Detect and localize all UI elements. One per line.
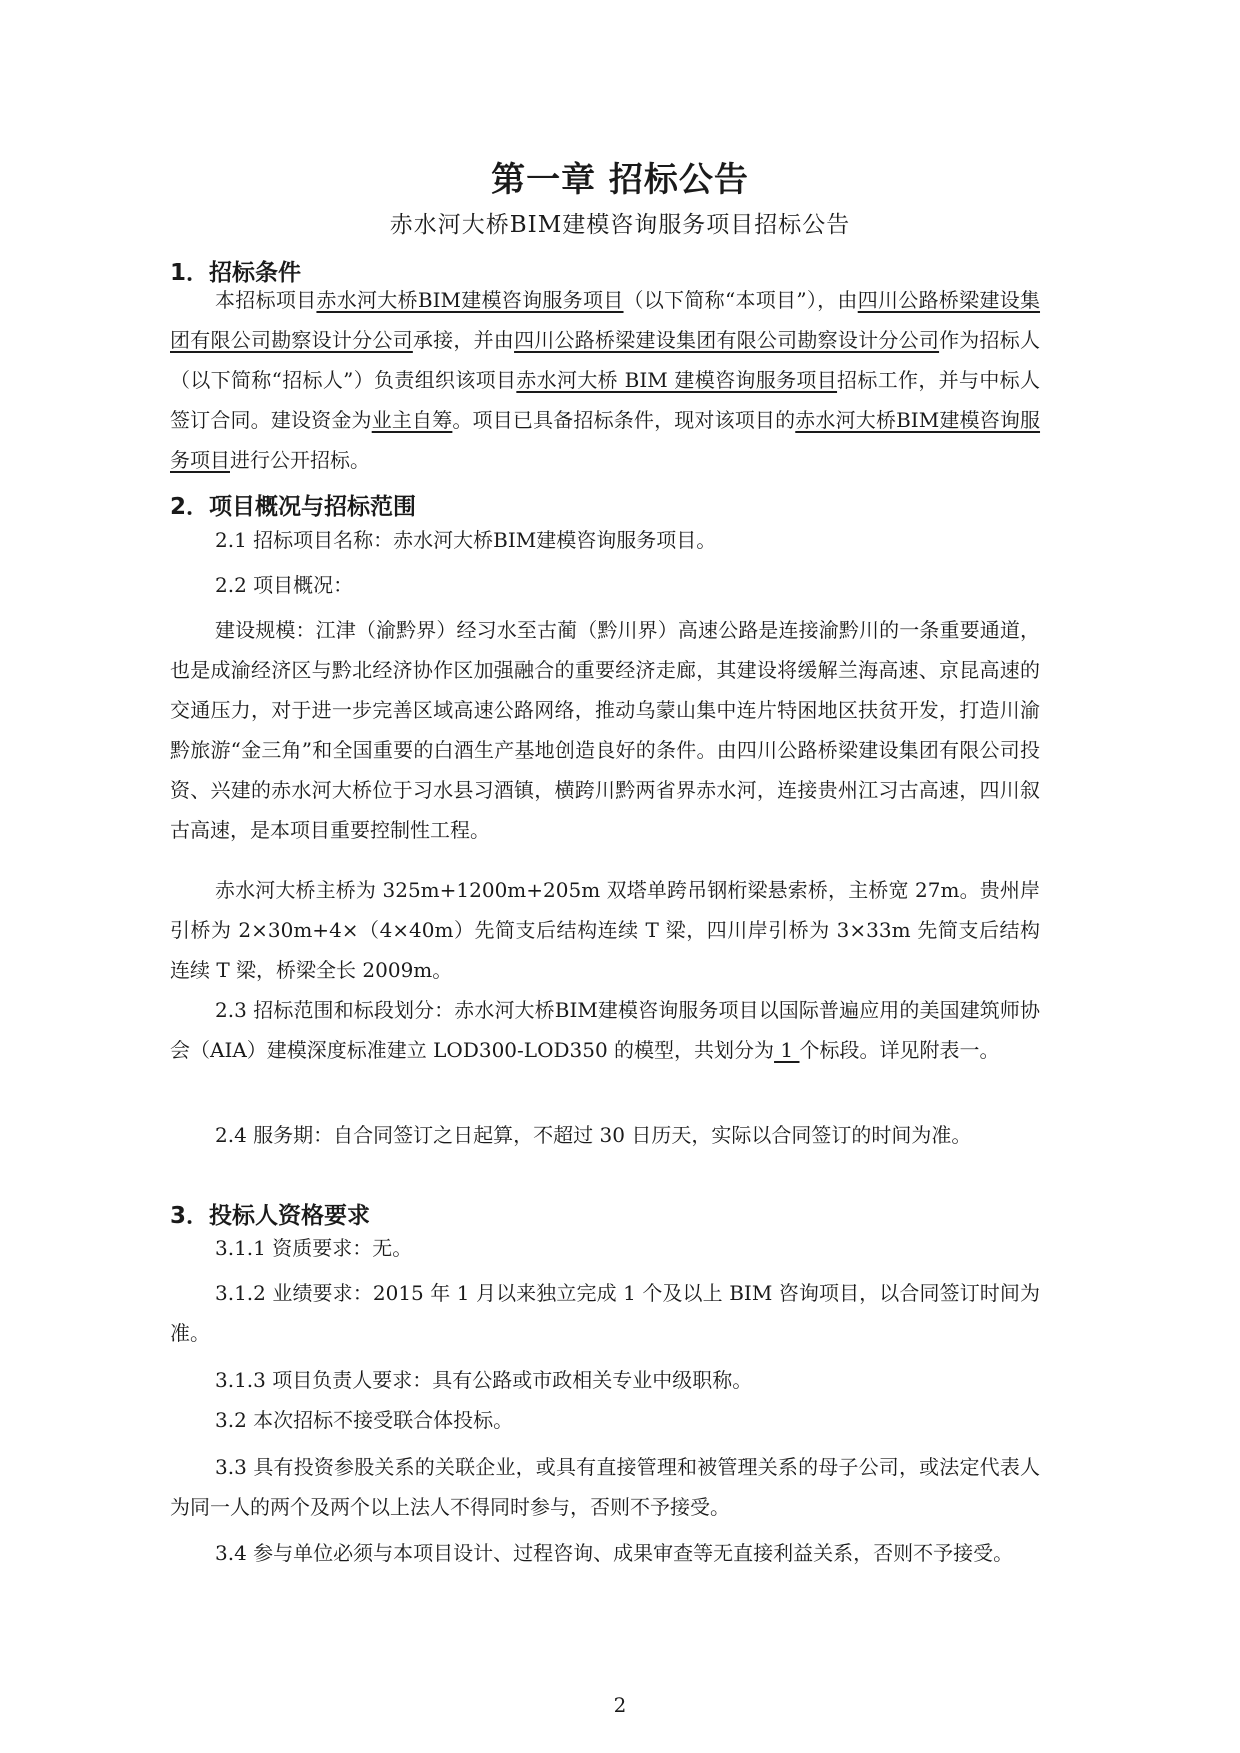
item-2-3: [170, 990, 1040, 1070]
bridge-description-paragraph: 赤水河大桥主桥为 325m+1200m+205m 双塔单跨吊钢桁梁悬索桥，主桥宽 27m。贵州岸引桥为 2×30m+4×（4×40m）先简支后结构连续 T 梁，四川岸引桥为 3×33m 先简支后结构连续 T 梁，桥梁全长 2009m。: [170, 878, 1040, 982]
item-2-2: 2.2 项目概况：: [215, 573, 354, 597]
lot-count-underlined: 1: [774, 1038, 800, 1062]
contractor-underlined: 四川公路桥梁建设集团有限公司勘察设计分公司: [170, 288, 1041, 352]
text-run: 。项目已具备招标条件，现对该项目的: [452, 408, 796, 432]
item-3-1-1: 3.1.1 资质要求：无。: [215, 1236, 413, 1260]
page-number: 2: [613, 1693, 627, 1717]
text-run: 本招标项目: [215, 288, 317, 312]
text-run: 招标工作，并与中标人签订合同。建设资金为: [170, 368, 1040, 432]
text-run: （以下简称“本项目”），由: [623, 288, 858, 312]
project-name-underlined: 赤水河大桥BIM建模咨询服务项目: [170, 408, 1041, 472]
item-2-1: 2.1 招标项目名称：赤水河大桥BIM建模咨询服务项目。: [215, 528, 717, 552]
section-3-heading: 3．投标人资格要求: [170, 1203, 371, 1229]
text-run: 作为招标人（以下简称“招标人”）负责组织该项目: [170, 328, 1041, 392]
item-3-1-3: 3.1.3 项目负责人要求：具有公路或市政相关专业中级职称。: [215, 1368, 753, 1392]
item-3-2: 3.2 本次招标不接受联合体投标。: [215, 1408, 514, 1432]
section-1-paragraph: [170, 280, 1040, 480]
item-2-4: 2.4 服务期：自合同签订之日起算，不超过 30 日历天，实际以合同签订的时间为准。: [215, 1123, 972, 1147]
announcement-subtitle: 赤水河大桥BIM建模咨询服务项目招标公告: [389, 212, 851, 238]
text-run: 2.3 招标范围和标段划分：赤水河大桥BIM建模咨询服务项目以国际普遍应用的美国建筑师协会（AIA）建模深度标准建立 LOD300-LOD350 的模型，共划分为: [170, 998, 1040, 1062]
tenderer-underlined: 四川公路桥梁建设集团有限公司勘察设计分公司: [514, 328, 940, 352]
chapter-title: 第一章 招标公告: [491, 160, 749, 200]
project-name-underlined: 赤水河大桥 BIM 建模咨询服务项目: [516, 368, 838, 392]
text-run: 进行公开招标。: [230, 448, 370, 472]
item-3-3: 3.3 具有投资参股关系的关联企业，或具有直接管理和被管理关系的母子公司，或法定代表人为同一人的两个及两个以上法人不得同时参与，否则不予接受。: [170, 1455, 1040, 1519]
project-name-underlined: 赤水河大桥BIM建模咨询服务项目: [316, 288, 624, 312]
text-run: 个标段。详见附表一。: [799, 1038, 1000, 1062]
funding-underlined: 业主自筹: [371, 408, 453, 432]
item-3-4: 3.4 参与单位必须与本项目设计、过程咨询、成果审查等无直接利益关系，否则不予接受。: [215, 1541, 1014, 1565]
section-1-heading: 1．招标条件: [170, 260, 302, 286]
construction-scale-paragraph: 建设规模：江津（渝黔界）经习水至古蔺（黔川界）高速公路是连接渝黔川的一条重要通道，也是成渝经济区与黔北经济协作区加强融合的重要经济走廊，其建设将缓解兰海高速、京昆高速的交通压力，对于进一步完善区域高速公路网络，推动乌蒙山集中连片特困地区扶贫开发，打造川渝黔旅游“金三角”和全国重要的白酒生产基地创造良好的条件。由四川公路桥梁建设集团有限公司投资、兴建的赤水河大桥位于习水县习酒镇，横跨川黔两省界赤水河，连接贵州江习古高速，四川叙古高速，是本项目重要控制性工程。: [170, 618, 1040, 842]
section-2-heading: 2．项目概况与招标范围: [170, 494, 417, 520]
text-run: 承接，并由: [412, 328, 515, 352]
item-3-1-2: 3.1.2 业绩要求：2015 年 1 月以来独立完成 1 个及以上 BIM 咨询项目，以合同签订时间为准。: [170, 1281, 1040, 1345]
